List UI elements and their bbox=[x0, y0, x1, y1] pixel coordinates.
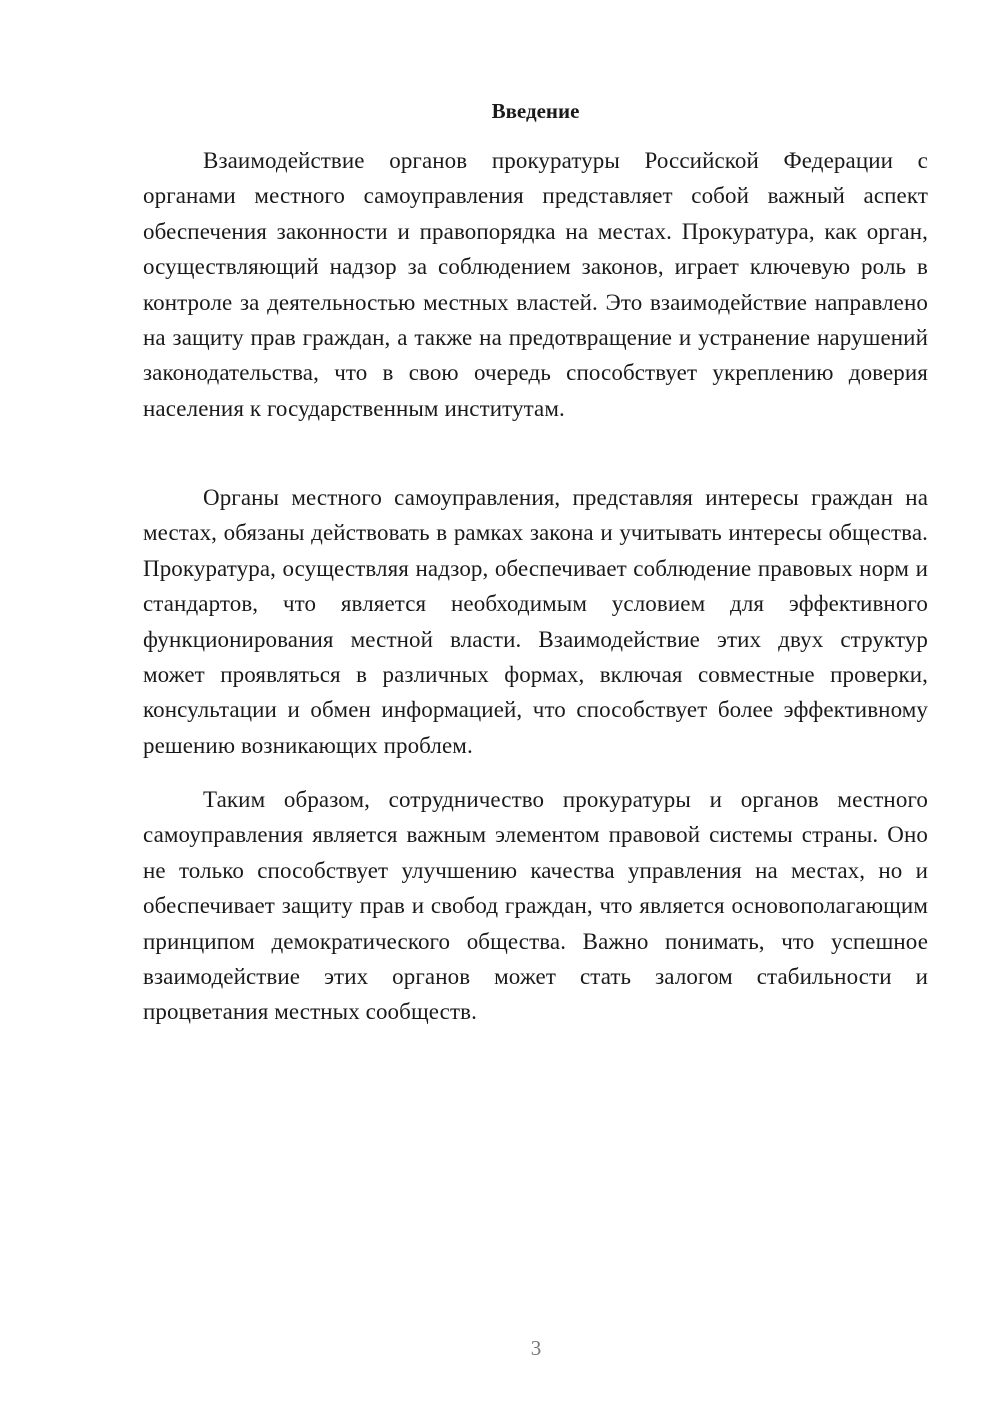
section-title: Введение bbox=[491, 99, 580, 123]
paragraph-3: Таким образом, сотрудничество прокуратуры и органов местного самоуправления является важным элементом правовой системы страны. Оно не только способствует улучшению качества управления на местах, но и обеспечивает защиту прав и свобод граждан, что является основополагающим принципом демократического общества. Важно понимать, что успешное взаимодействие этих органов может стать залогом стабильности и процветания местных сообществ. bbox=[143, 787, 928, 1025]
paragraph-1: Взаимодействие органов прокуратуры Российской Федерации с органами местного самоуправления представляет собой важный аспект обеспечения законности и правопорядка на местах. Прокуратура, как орган, осуществляющий надзор за соблюдением законов, играет ключевую роль в контроле за деятельностью местных властей. Это взаимодействие направлено на защиту прав граждан, а также на предотвращение и устранение нарушений законодательства, что в свою очередь способствует укреплению доверия населения к государственным институтам. bbox=[143, 148, 928, 421]
page-number: 3 bbox=[530, 1336, 542, 1360]
paragraph-2: Органы местного самоуправления, представляя интересы граждан на местах, обязаны действовать в рамках закона и учитывать интересы общества. Прокуратура, осуществляя надзор, обеспечивает соблюдение правовых норм и стандартов, что является необходимым условием для эффективного функционирования местной власти. Взаимодействие этих двух структур может проявляться в различных формах, включая совместные проверки, консультации и обмен информацией, что способствует более эффективному решению возникающих проблем. bbox=[143, 485, 928, 758]
